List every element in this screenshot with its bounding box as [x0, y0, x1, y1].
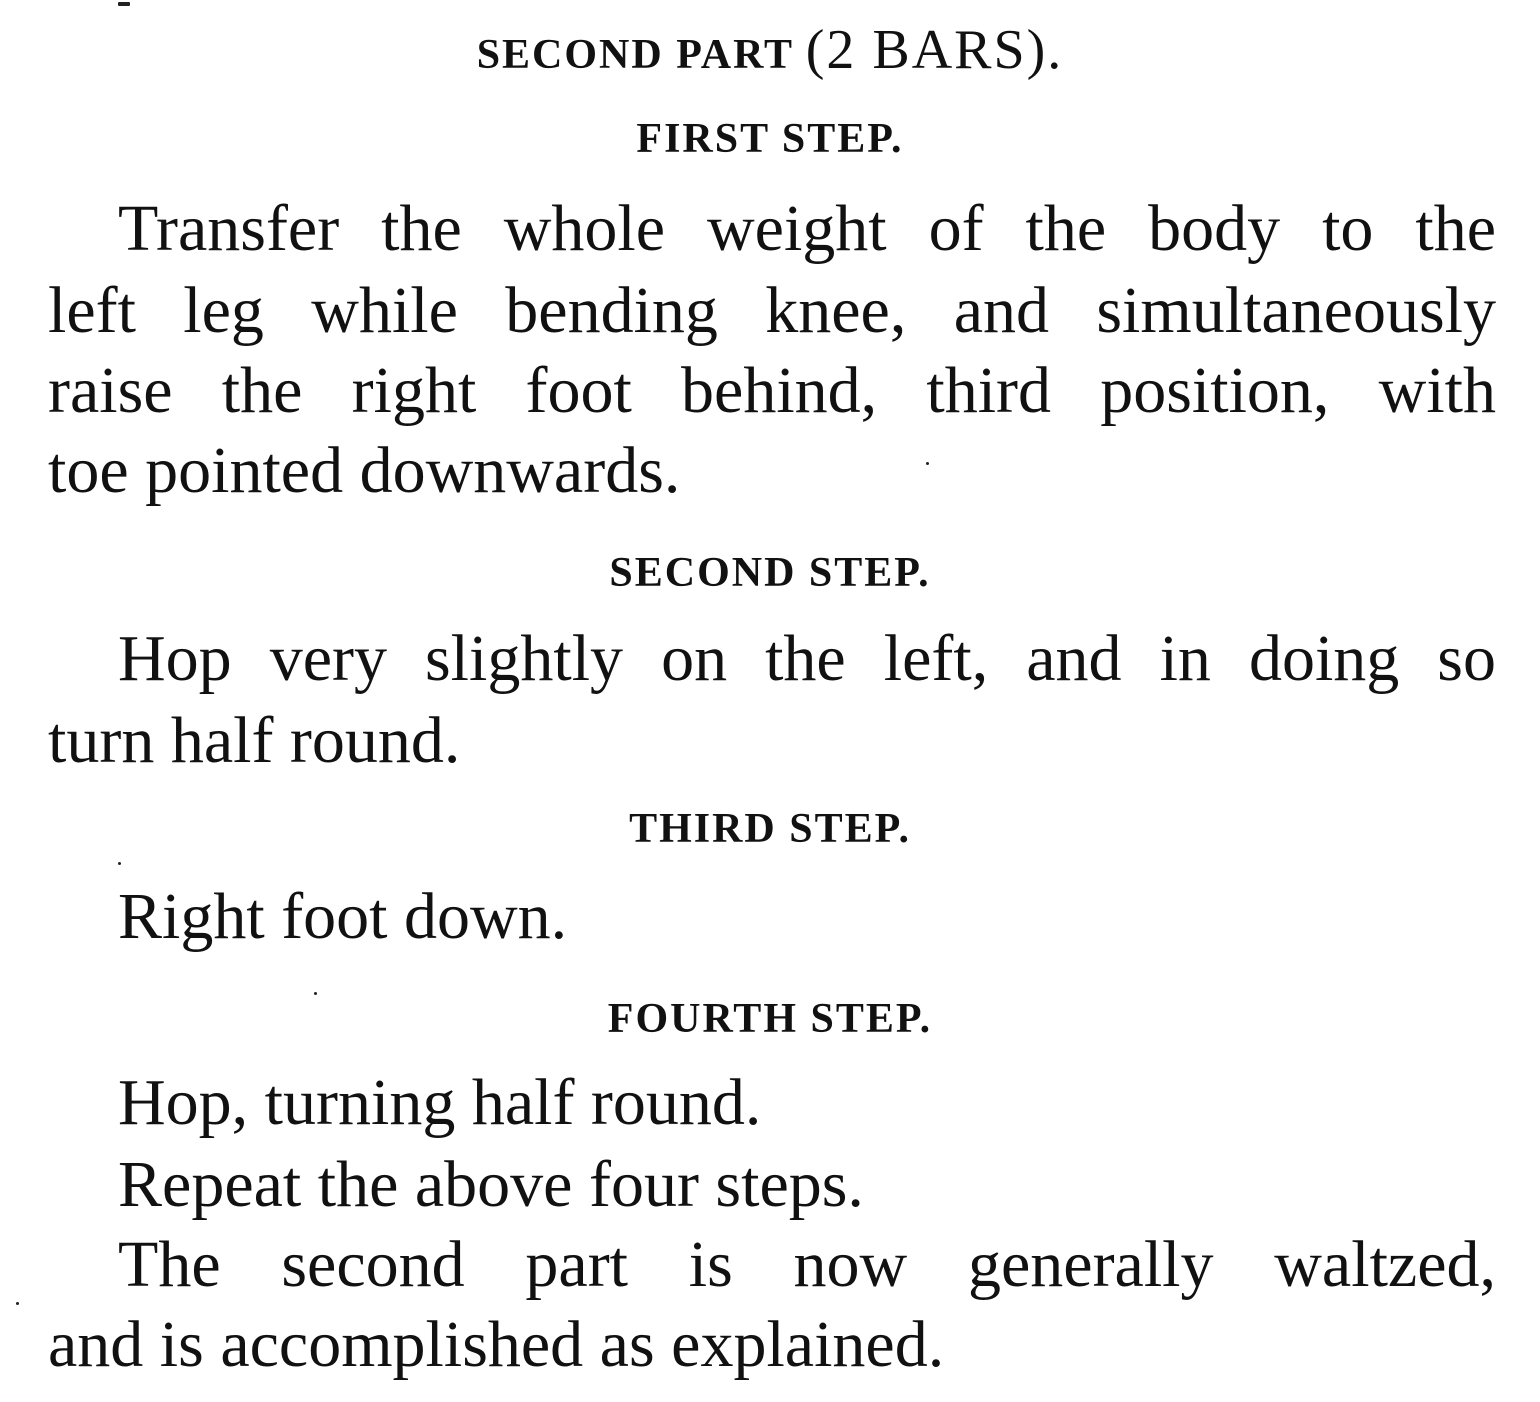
paragraph-line: turn half round. [48, 704, 461, 777]
print-speck [118, 862, 121, 865]
paragraph-line: Hop very slightly on the left, and in doing so [118, 622, 1496, 695]
paragraph-line: Right foot down. [118, 880, 568, 953]
section-title [0, 19, 1540, 81]
section-title-bars: (2 BARS). [805, 19, 1064, 81]
repeat-line: Repeat the above four steps. [118, 1148, 864, 1221]
paragraph-line: Hop, turning half round. [118, 1066, 762, 1139]
print-speck [926, 462, 929, 465]
print-speck [118, 2, 130, 6]
step-heading-second: SECOND STEP. [609, 550, 931, 596]
step-heading-first: FIRST STEP. [636, 116, 904, 162]
print-speck [314, 992, 317, 995]
section-title-main: SECOND PART [476, 32, 794, 78]
paragraph-line: left leg while bending knee, and simultaneously [48, 274, 1496, 347]
step-heading-fourth: FOURTH STEP. [607, 996, 933, 1042]
paragraph-line: The second part is now generally waltzed, [118, 1228, 1496, 1301]
print-speck [16, 1302, 19, 1305]
paragraph-line: raise the right foot behind, third position, with [48, 354, 1496, 427]
paragraph-line: Transfer the whole weight of the body to the [118, 192, 1496, 265]
paragraph-line: toe pointed downwards. [48, 434, 681, 507]
step-heading-third: THIRD STEP. [629, 806, 911, 852]
paragraph-line: and is accomplished as explained. [48, 1308, 945, 1381]
